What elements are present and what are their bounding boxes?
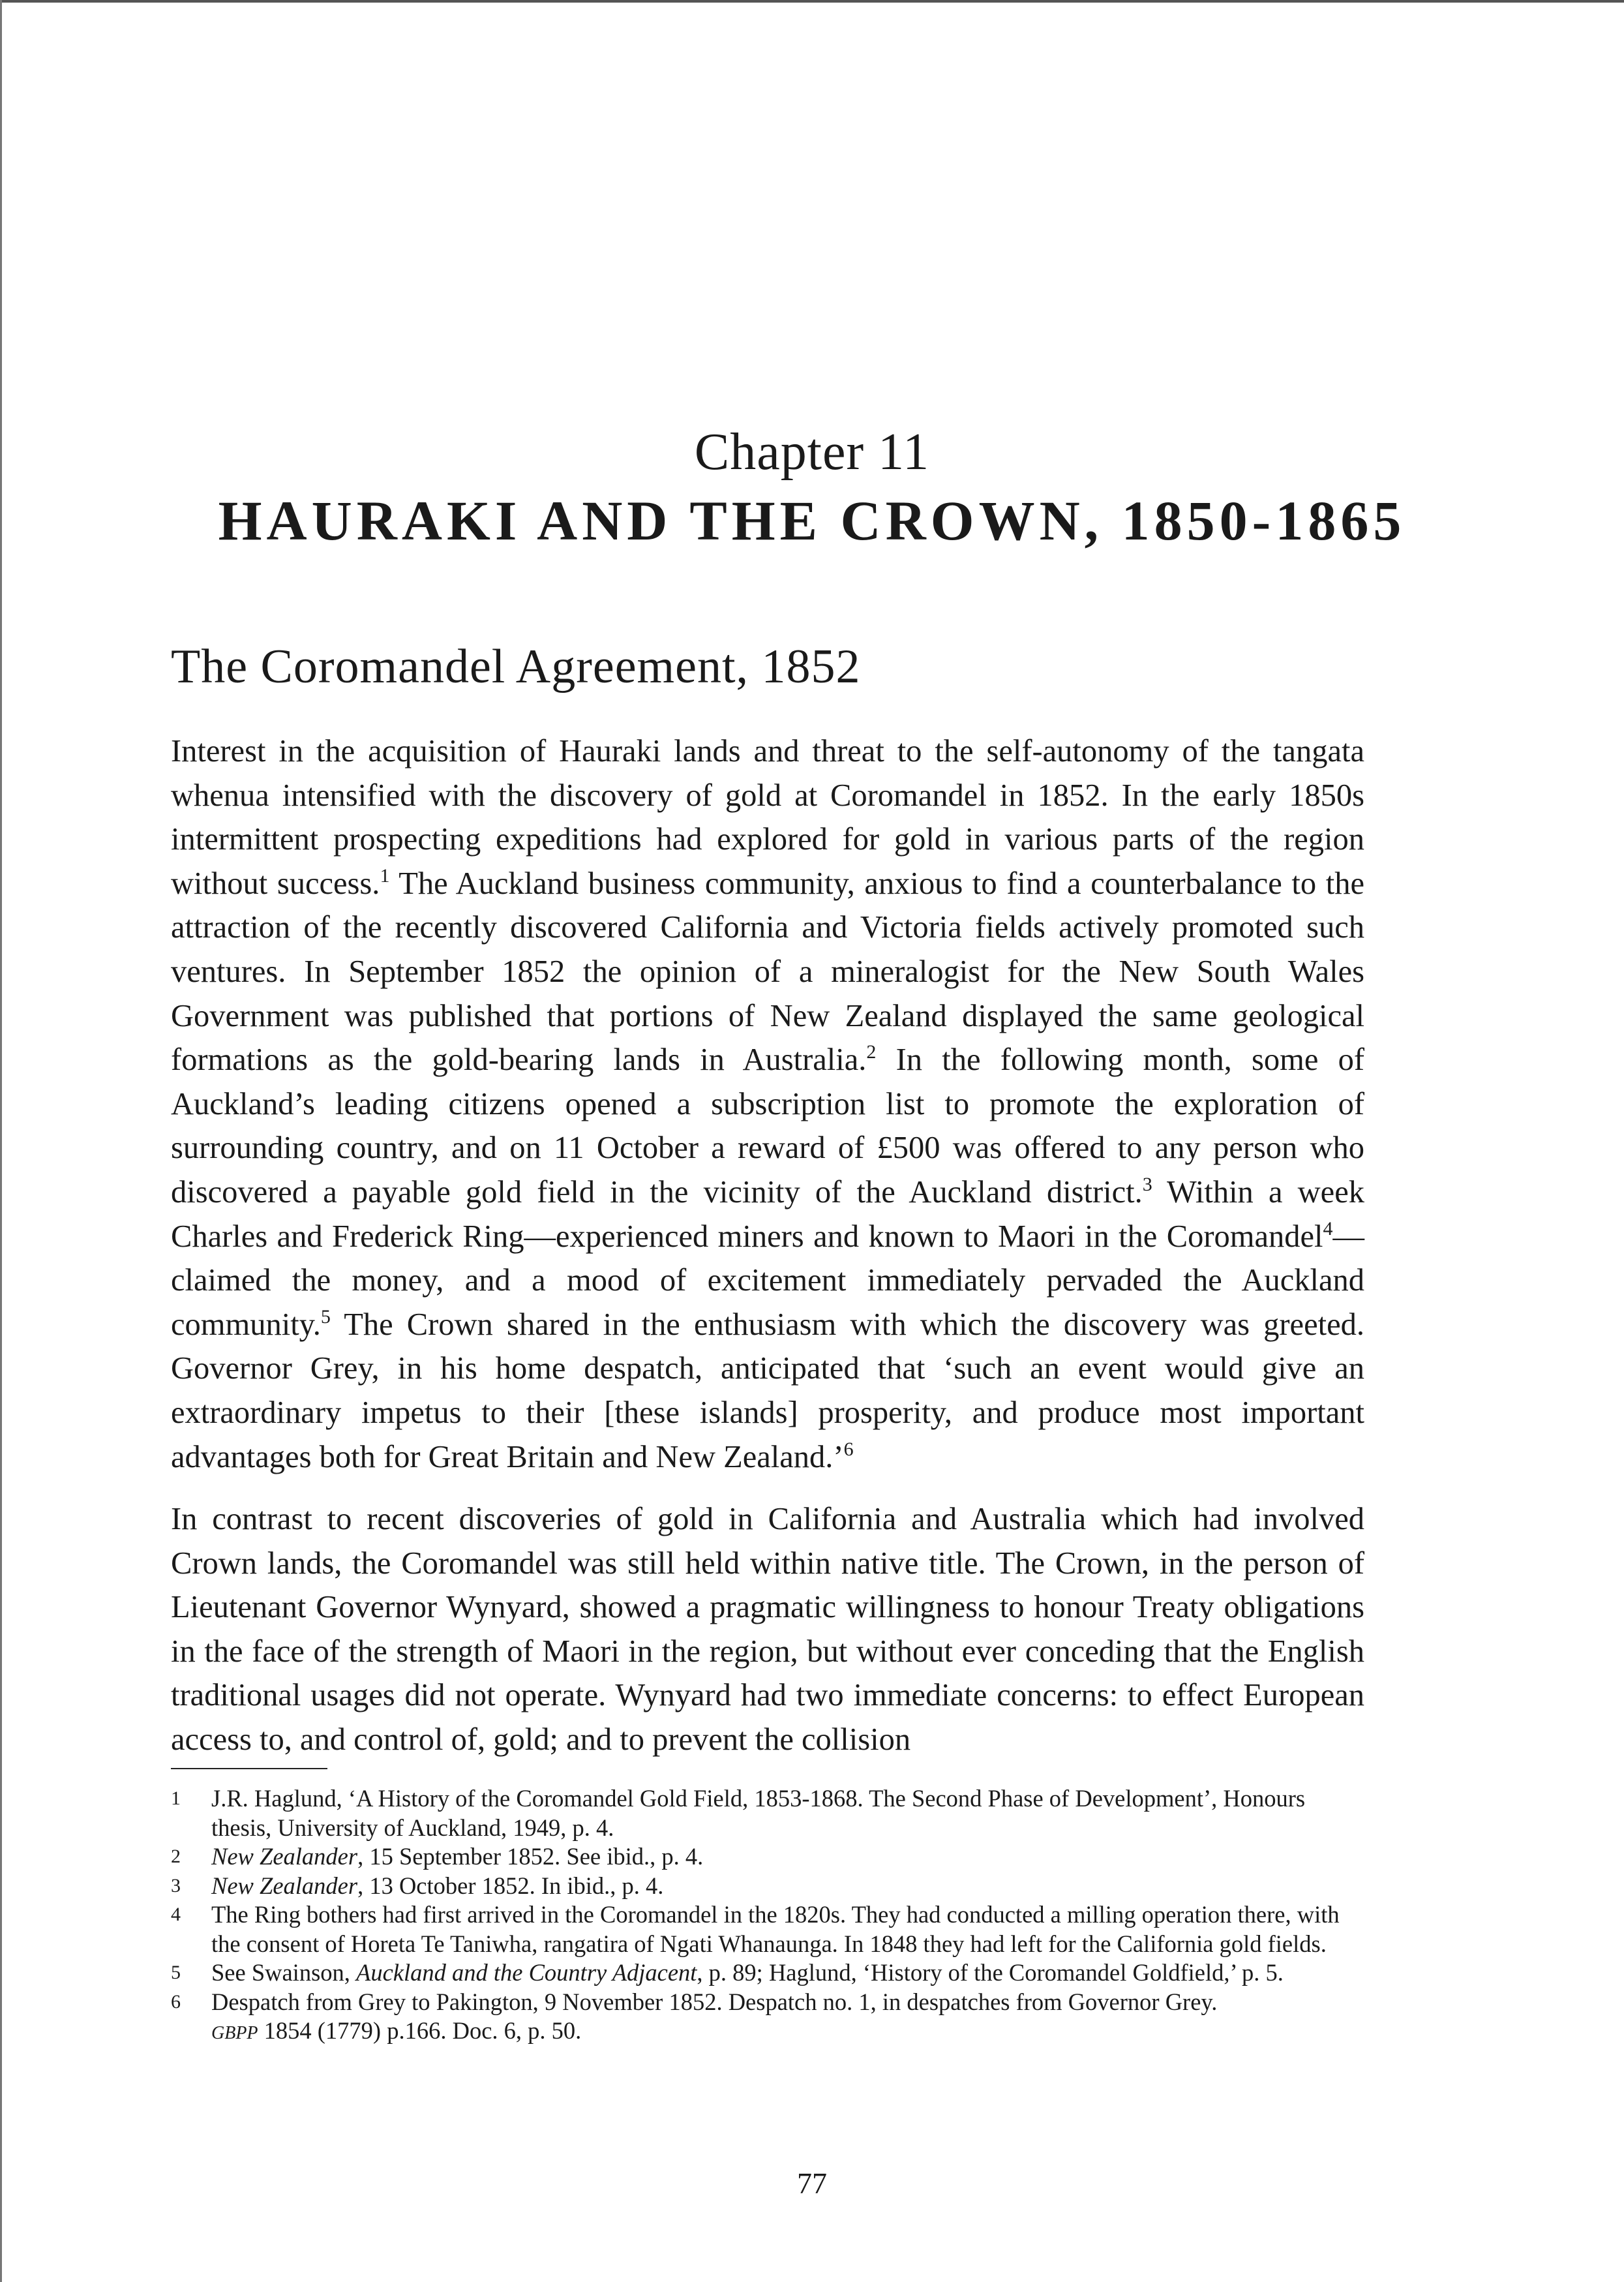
footnote-number: 4	[171, 1904, 181, 1925]
scan-edge-top	[0, 0, 1624, 3]
footnote-rest: Despatch from Grey to Pakington, 9 November 1852. Despatch no. 1, in despatches from Governor Grey.	[211, 1988, 1218, 2015]
footnote-rest: , 15 September 1852. See ibid., p. 4.	[357, 1843, 704, 1870]
footnote-rest: , p. 89; Haglund, ‘History of the Coromandel Goldfield,’ p. 5.	[697, 1959, 1284, 1986]
footnote	[171, 1988, 1364, 2048]
footnote-number: 6	[171, 1990, 181, 2013]
body-text	[171, 729, 1364, 1762]
chapter-title: HAURAKI AND THE CROWN, 1850-1865	[218, 489, 1406, 552]
footnote-text	[211, 1842, 1364, 1872]
footnote-italic: GBPP	[211, 2023, 258, 2043]
footnote-text	[211, 1988, 1364, 2048]
footnote-text: J.R. Haglund, ‘A History of the Coromandel Gold Field, 1853-1868. The Second Phase of Development’, Honours thesis, University of Auckland, 1949, p. 4.	[211, 1785, 1306, 1841]
footnote-divider	[171, 1768, 327, 1769]
paragraph-1-text: In the following month, some of Auckland’s leading citizens opened a subscription list to promote the exploration of surrounding country, and on 11 October a reward of £500 was offered to any person who discovered a payable gold field in the vicinity of the Auckland district.	[171, 1042, 1364, 1209]
footnote-italic: New Zealander	[211, 1872, 358, 1899]
footnote-pre: See Swainson,	[211, 1959, 357, 1986]
footnotes	[171, 1784, 1364, 2048]
footnote-ref-1: 1	[380, 864, 390, 887]
paragraph-1-text: The Auckland business community, anxious to find a counterbalance to the attraction of the recently discovered California and Victoria fields actively promoted such ventures. In September 1852 the opinion of a mineralogist for the New South Wales Government was published that portions of New Zealand displayed the same geological formations as the gold-bearing lands in Australia.	[171, 866, 1365, 1078]
footnote-ref-3: 3	[1142, 1173, 1152, 1195]
footnote-italic: Auckland and the Country Adjacent	[356, 1959, 697, 1986]
paragraph-1-text: Interest in the acquisition of Hauraki lands and threat to the self-autonomy of the tangata whenua intensified with the discovery of gold at Coromandel in 1852. In the early 1850s intermittent prospecting expeditions had explored for gold in various parts of the region without success.	[171, 734, 1364, 901]
footnote-number: 5	[171, 1962, 181, 1983]
footnote-ref-6: 6	[843, 1438, 854, 1460]
paragraph-1	[171, 729, 1364, 1479]
footnote	[171, 1872, 1364, 1901]
footnote-text	[211, 1872, 1364, 1901]
paragraph-1-text: —claimed the money, and a mood of excitement immediately pervaded the Auckland community.	[171, 1219, 1364, 1342]
footnote	[171, 1900, 1364, 1958]
paragraph-1-text: The Crown shared in the enthusiasm with which the discovery was greeted. Governor Grey, in his home despatch, anticipated that ‘such an event would give an extraordinary impetus to their [these islands] prosperity, and produce most important advantages both for Great Britain and New Zealand.’	[171, 1307, 1364, 1474]
footnote-ref-5: 5	[320, 1305, 331, 1328]
footnote-rest: 1854 (1779) p.166. Doc. 6, p. 50.	[258, 2017, 582, 2044]
footnote-ref-2: 2	[866, 1041, 877, 1063]
footnote	[171, 1784, 1364, 1842]
footnote	[171, 1842, 1364, 1872]
footnote-number: 1	[171, 1788, 181, 1809]
footnote	[171, 1958, 1364, 1988]
footnote-number: 2	[171, 1846, 181, 1867]
chapter-number: Chapter 11	[694, 423, 930, 481]
scan-edge-left	[0, 0, 2, 2282]
footnote-rest: , 13 October 1852. In ibid., p. 4.	[357, 1872, 664, 1899]
footnote-italic: New Zealander	[211, 1843, 358, 1870]
footnote-ref-4: 4	[1323, 1217, 1333, 1240]
page-number: 77	[797, 2167, 827, 2200]
footnote-text: The Ring bothers had first arrived in the Coromandel in the 1820s. They had conducted a milling operation there, with the consent of Horeta Te Taniwha, rangatira of Ngati Whanaunga. In 1848 they had left for the California gold fields.	[211, 1901, 1340, 1957]
paragraph-1-text: Within a week Charles and Frederick Ring—experienced miners and known to Maori in the Coromandel	[171, 1174, 1364, 1254]
paragraph-2: In contrast to recent discoveries of gold in California and Australia which had involved Crown lands, the Coromandel was still held within native title. The Crown, in the person of Lieutenant Governor Wynyard, showed a pragmatic willingness to honour Treaty obligations in the face of the strength of Maori in the region, but without ever conceding that the English traditional usages did not operate. Wynyard had two immediate concerns: to effect European access to, and control of, gold; and to prevent the collision	[171, 1502, 1364, 1757]
footnote-text	[211, 1958, 1364, 1988]
section-heading: The Coromandel Agreement, 1852	[171, 640, 861, 693]
footnote-number: 3	[171, 1874, 181, 1896]
